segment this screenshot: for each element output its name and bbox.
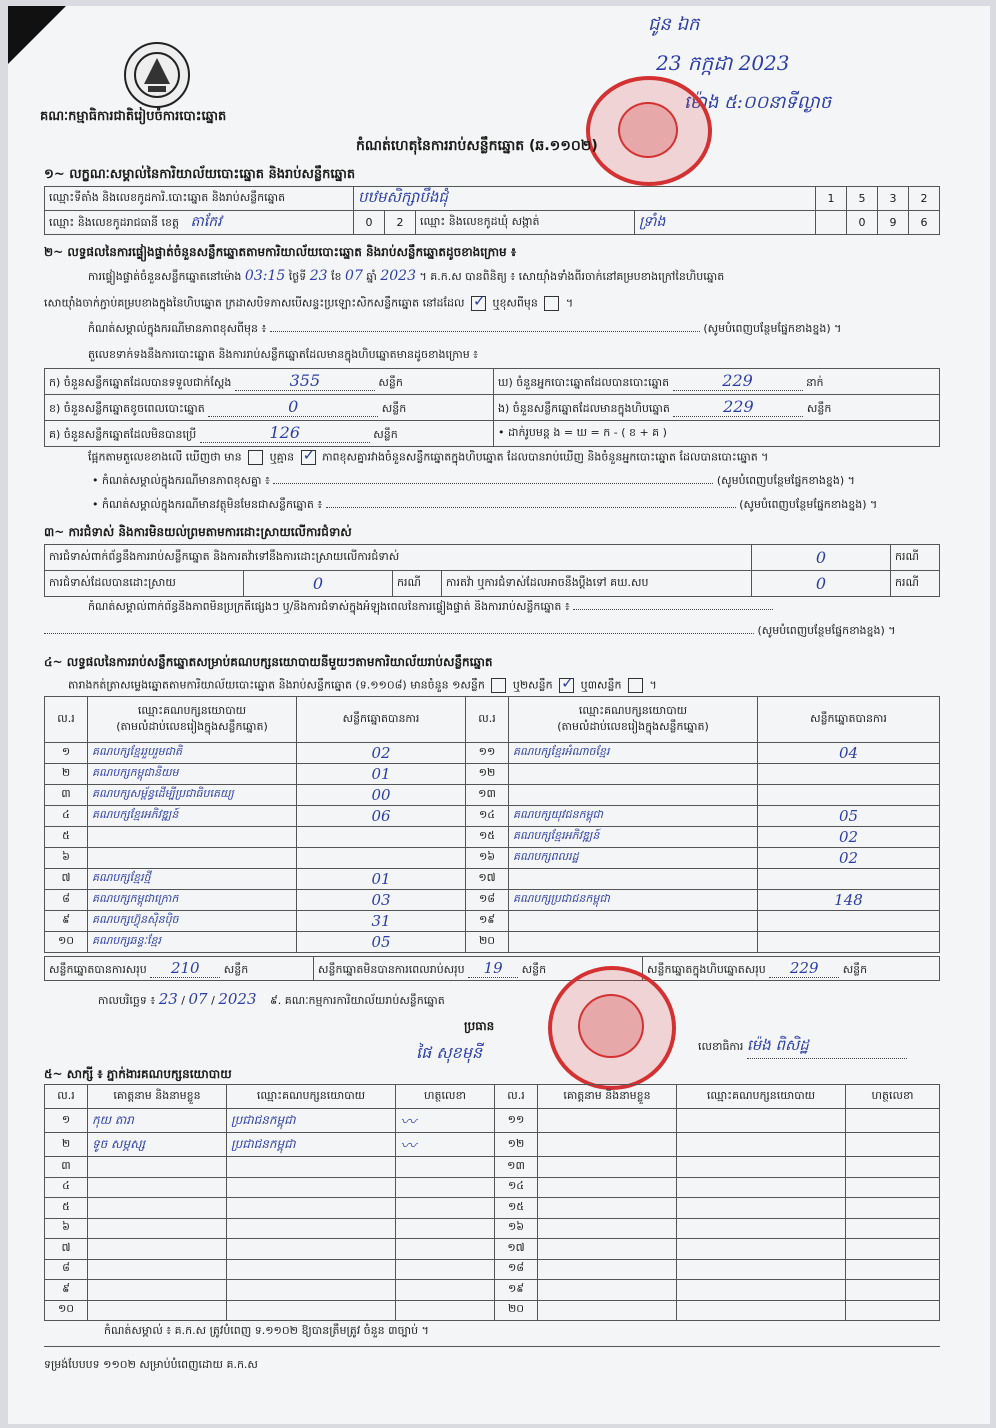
witness-row: [45, 1280, 940, 1301]
table-row: [45, 932, 940, 953]
party-votes: [297, 848, 466, 869]
witness-party: [227, 1259, 396, 1280]
unused-ballots-cell: គ) ចំនួនសន្លឹកឆ្នោតដែលមិនបានប្រើ 126 សន្លឹក: [45, 421, 494, 447]
party-name: [509, 869, 758, 890]
irregularities-note-line2: (សូមបំពេញបន្ថែមផ្នែកខាងខ្នង) ។: [44, 624, 940, 640]
witness-name: [538, 1109, 677, 1133]
witness-no: ២០: [495, 1300, 538, 1321]
appeal-label: ការតវ៉ា ឬការជំទាស់ដែលអាចនឹងប្តឹងទៅ គឃ.សប: [442, 571, 752, 597]
col-no-right: ល.រ: [466, 697, 509, 743]
party-name: គណបក្សខ្មែរអំណាចខ្មែរ: [509, 743, 758, 764]
witness-party: [227, 1218, 396, 1239]
secretary-signature: ម៉េង ពិសិដ្ឋ: [747, 1036, 907, 1059]
witness-no: ៤: [45, 1177, 88, 1198]
unused-ballots-value: 126: [200, 423, 370, 443]
annotation-top: ជូន ឯក: [648, 14, 700, 35]
province-label: ឈ្មោះ និងលេខកូដរាជធានី ខេត្ត: [49, 216, 179, 229]
witness-party: [227, 1177, 396, 1198]
signature-mark-icon: 〰: [400, 1136, 417, 1155]
spoiled-ballots-value: 0: [208, 397, 378, 417]
footnote: កំណត់សម្គាល់ ៖ គ.ក.ស ត្រូវបំពេញ ទ.១១០២ ឱ្យបានត្រឹមត្រូវ ចំនួន ៣ច្បាប់ ។: [104, 1324, 429, 1337]
witness-signature: [396, 1218, 495, 1239]
witness-signature: [396, 1239, 495, 1260]
objection-count-value: 0: [752, 545, 891, 571]
witness-no: ៥: [45, 1198, 88, 1219]
section5-heading: ៥~ សាក្សី ៖ ភ្នាក់ងារគណបក្សនយោបាយ: [44, 1067, 232, 1081]
party-votes: 02: [758, 848, 940, 869]
party-no: ៤: [45, 806, 88, 827]
witness-name: [88, 1300, 227, 1321]
station-code-4: 2: [909, 187, 940, 211]
witness-party: [227, 1280, 396, 1301]
witness-signature: [396, 1109, 495, 1133]
witness-row: [45, 1198, 940, 1219]
witness-no: ១៥: [495, 1198, 538, 1219]
polling-station-value: បឋមសិក្សាបឹងជុំ: [354, 187, 816, 211]
witness-name: [538, 1280, 677, 1301]
unchanged-checkbox[interactable]: ✓: [472, 292, 486, 310]
total-invalid-value: 19: [468, 959, 518, 978]
party-name: គណបក្សខ្មែរអភិវឌ្ឍន៍: [88, 806, 297, 827]
witness-signature: [846, 1300, 940, 1321]
party-votes: 01: [297, 869, 466, 890]
verification-time: 03:15: [244, 268, 286, 284]
figures-intro: តួលេខទាក់ទងនឹងការបោះឆ្នោត និងការរាប់សន្លឹកឆ្នោតដែលមានក្នុងហិបឆ្នោតមានដូចខាងក្រោម ៖: [88, 348, 479, 361]
witness-name: កុយ តារា: [88, 1109, 227, 1133]
witness-signature: [846, 1259, 940, 1280]
party-no: ៥: [45, 827, 88, 848]
witness-signature: [846, 1239, 940, 1260]
two-sheet-checkbox[interactable]: ✓: [561, 674, 574, 692]
three-sheet-checkbox[interactable]: [628, 678, 643, 693]
commune-code-2: 9: [878, 211, 909, 235]
party-name: គណបក្សយុវជនកម្ពុជា: [509, 806, 758, 827]
province-code-2: 2: [385, 211, 416, 235]
party-name: គណបក្សខ្មែរថ្មី: [88, 869, 297, 890]
formula: • ដាក់រូបមន្ត ង = ឃ = ក - ( ខ + គ ): [494, 421, 940, 447]
witness-no: ១៩: [495, 1280, 538, 1301]
party-votes: [758, 785, 940, 806]
table-row: [45, 911, 940, 932]
party-name: គណបក្សកម្ពុជាក្រោក: [88, 890, 297, 911]
station-code-1: 1: [816, 187, 847, 211]
party-no: ៣: [45, 785, 88, 806]
commune-value: ទ្រាំង: [635, 211, 816, 235]
witness-party: [677, 1239, 846, 1260]
resolved-label: ការជំទាស់ដែលបានដោះស្រាយ: [45, 571, 244, 597]
witness-signature: [846, 1218, 940, 1239]
party-votes: [297, 827, 466, 848]
witness-no: ១: [45, 1109, 88, 1133]
witness-party: [677, 1198, 846, 1219]
witness-no: ១០: [45, 1300, 88, 1321]
party-votes: [758, 764, 940, 785]
party-no: ៦: [45, 848, 88, 869]
table-row: [45, 743, 940, 764]
section1-table: [44, 186, 940, 235]
signature-mark-icon: 〰: [400, 1112, 417, 1131]
party-votes: 00: [297, 785, 466, 806]
witness-name: [88, 1177, 227, 1198]
commune-code-3: 6: [909, 211, 940, 235]
official-stamp-bottom: [548, 966, 676, 1090]
party-votes: 02: [297, 743, 466, 764]
chair-title: ប្រធាន: [464, 1019, 495, 1033]
table-row: [45, 869, 940, 890]
witness-name: [88, 1280, 227, 1301]
party-name: គណបក្សហ៊្វុនស៊ិនប៉ិច: [88, 911, 297, 932]
witness-party: [227, 1157, 396, 1178]
party-no: ១៩: [466, 911, 509, 932]
province-cell: [45, 211, 354, 235]
witness-party: [227, 1300, 396, 1321]
witness-no: ១២: [495, 1133, 538, 1157]
no-difference-checkbox[interactable]: ✓: [302, 450, 316, 464]
witness-party: [677, 1280, 846, 1301]
totals-table: [44, 956, 940, 981]
witness-row: [45, 1300, 940, 1321]
party-no: ២០: [466, 932, 509, 953]
party-no: ១០: [45, 932, 88, 953]
spoiled-ballots-cell: ខ) ចំនួនសន្លឹកឆ្នោតខូចពេលបោះឆ្នោត 0 សន្លឹក: [45, 395, 494, 421]
witness-name: [538, 1133, 677, 1157]
party-no: ៧: [45, 869, 88, 890]
witness-party: [677, 1218, 846, 1239]
polling-station-label: ឈ្មោះទីតាំង និងលេខកូដការិ.បោះឆ្នោត និងរាប់សន្លឹកឆ្នោត: [45, 187, 354, 211]
witness-signature: [396, 1280, 495, 1301]
party-no: ១៨: [466, 890, 509, 911]
party-votes: 31: [297, 911, 466, 932]
witness-name: [538, 1218, 677, 1239]
party-no: ២: [45, 764, 88, 785]
total-valid-value: 210: [150, 959, 220, 978]
chair-signature: ផៃ សុខមុនី: [416, 1043, 483, 1062]
section1-heading: ១~ លក្ខណៈសម្គាល់នៃការិយាល័យបោះឆ្នោត និងរាប់សន្លឹកឆ្នោត: [44, 167, 356, 182]
received-ballots-cell: ក) ចំនួនសន្លឹកឆ្នោតដែលបានទទួលជាក់ស្តែង 355 សន្លឹក: [45, 369, 494, 395]
witness-row: [45, 1218, 940, 1239]
objections-table: ការជំទាស់ពាក់ព័ន្ធនឹងការរាប់សន្លឹកឆ្នោត និងការតវ៉ាទៅនឹងការដោះស្រាយលើការជំទាស់ 0 ករណី ការជំទាស់ដែលបានដោះស្រាយ 0 ករណី ការតវ៉ា ឬការជំទាស់ដែលអាចនឹងប្តឹងទៅ គឃ.សប 0 ករណី: [44, 544, 940, 597]
table-row: [45, 848, 940, 869]
party-votes: 01: [297, 764, 466, 785]
province-value: តាកែវ: [190, 214, 222, 230]
witness-name: [88, 1259, 227, 1280]
witness-no: ១៣: [495, 1157, 538, 1178]
section3-heading: ៣~ ការជំទាស់ និងការមិនយល់ព្រមតាមការដោះស្រាយលើការជំទាស់: [44, 525, 352, 539]
witness-signature: [846, 1280, 940, 1301]
party-name: [509, 785, 758, 806]
party-name: គណបក្សកម្ពុជានិយម: [88, 764, 297, 785]
party-votes: 04: [758, 743, 940, 764]
witness-no: ១៤: [495, 1177, 538, 1198]
party-no: ១២: [466, 764, 509, 785]
witness-row: [45, 1259, 940, 1280]
footer-divider: [44, 1346, 940, 1347]
party-votes: 05: [297, 932, 466, 953]
col-votes-left: សន្លឹកឆ្នោតបានការ: [297, 697, 466, 743]
party-name: [509, 932, 758, 953]
resolved-value: 0: [244, 571, 393, 597]
bullet-difference: • កំណត់សម្គាល់ក្នុងករណីមានភាពខុសគ្នា ៖ (សូមបំពេញបន្ថែមផ្នែកខាងខ្នង) ។: [92, 474, 855, 487]
party-no: ១៦: [466, 848, 509, 869]
witness-signature: [396, 1300, 495, 1321]
witness-name: [538, 1198, 677, 1219]
voters-cell: ឃ) ចំនួនអ្នកបោះឆ្នោតដែលបានបោះឆ្នោត 229 នាក់: [494, 369, 940, 395]
party-votes: [758, 869, 940, 890]
commune-code-1: 0: [847, 211, 878, 235]
form-title: កំណត់ហេតុនៃការរាប់សន្លឹកឆ្នោត (ឆ.១១០២): [356, 138, 598, 154]
witness-name: [88, 1218, 227, 1239]
nec-emblem-icon: [124, 42, 190, 108]
witness-signature: [396, 1157, 495, 1178]
signing-date: កាលបរិច្ឆេទ ៖ 23 / 07 / 2023 ៩. គណៈកម្មការការិយាល័យរាប់សន្លឹកឆ្នោត: [98, 990, 445, 1008]
witness-party: [227, 1239, 396, 1260]
party-no: ១៤: [466, 806, 509, 827]
table-row: [45, 827, 940, 848]
witness-party: ប្រជាជនកម្ពុជា: [227, 1109, 396, 1133]
party-votes: 03: [297, 890, 466, 911]
table-row: [45, 785, 940, 806]
col-party-left: ឈ្មោះគណបក្សនយោបាយ (តាមលំដាប់លេខរៀងក្នុងសន្លឹកឆ្នោត): [88, 697, 297, 743]
witness-name: [538, 1300, 677, 1321]
section4-heading: ៤~ លទ្ធផលនៃការរាប់សន្លឹកឆ្នោតសម្រាប់គណបក្សនយោបាយនីមួយៗតាមការិយាល័យរាប់សន្លឹកឆ្នោត: [44, 655, 493, 669]
witness-no: ៧: [45, 1239, 88, 1260]
party-results-table: [44, 696, 940, 953]
witness-party: [227, 1198, 396, 1219]
party-votes: 05: [758, 806, 940, 827]
party-name: [88, 848, 297, 869]
tally-sheet-line: តារាងកត់ត្រាសម្លេងឆ្នោតតាមការិយាល័យបោះឆ្នោត និងរាប់សន្លឹកឆ្នោត (ទ.១១០៨) មានចំនួន ១សន្លឹក ឬ២សន្លឹក ✓ ឬ៣សន្លឹក ។: [68, 674, 657, 692]
party-no: ១៥: [466, 827, 509, 848]
box-ballots-value: 229: [673, 397, 803, 417]
witness-table: ល.រ គោត្តនាម និងនាមខ្លួន ឈ្មោះគណបក្សនយោបាយ ហត្ថលេខា ល.រ គោត្តនាម និងនាមខ្លួន ឈ្មោះគណបក្សនយោបាយ ហត្ថលេខា ១ កុយ តារា ប្រជាជនកម្ពុជា 〰 ១១ ២ ទូច សម្ភស្ស ប្រជាជនកម្ពុជា 〰 ១២ ៣ ១៣ ៤ ១៤ ៥ ១៥ ៦ ១៦ ៧ ១៧ ៨ ១៨ ៩ ១៩ ១០ ២០: [44, 1084, 940, 1321]
total-box-cell: សន្លឹកឆ្នោតក្នុងហិបឆ្នោតសរុប 229 សន្លឹក: [643, 957, 940, 981]
witness-name: [88, 1157, 227, 1178]
station-code-3: 3: [878, 187, 909, 211]
party-no: ៩: [45, 911, 88, 932]
party-votes: [758, 932, 940, 953]
party-votes: 02: [758, 827, 940, 848]
witness-signature: [396, 1177, 495, 1198]
witness-no: ៣: [45, 1157, 88, 1178]
party-votes: 148: [758, 890, 940, 911]
witness-party: [677, 1157, 846, 1178]
witness-party: [677, 1259, 846, 1280]
witness-name: [538, 1177, 677, 1198]
party-no: ១៣: [466, 785, 509, 806]
voters-value: 229: [673, 371, 803, 391]
col-no-left: ល.រ: [45, 697, 88, 743]
secretary-line: លេខាធិការ ម៉េង ពិសិដ្ឋ: [698, 1036, 907, 1059]
witness-row: [45, 1133, 940, 1157]
form-paper: [8, 6, 990, 1424]
party-name: [509, 764, 758, 785]
objection-count-label: ការជំទាស់ពាក់ព័ន្ធនឹងការរាប់សន្លឹកឆ្នោត និងការតវ៉ាទៅនឹងការដោះស្រាយលើការជំទាស់: [45, 545, 752, 571]
witness-no: ១៧: [495, 1239, 538, 1260]
witness-name: [538, 1259, 677, 1280]
witness-no: ៩: [45, 1280, 88, 1301]
has-difference-checkbox[interactable]: [248, 450, 263, 465]
bullet-non-ballot: • កំណត់សម្គាល់ក្នុងករណីមានវត្ថុមិនមែនជាសន្លឹកឆ្នោត ៖ (សូមបំពេញបន្ថែមផ្នែកខាងខ្នង) ។: [92, 498, 878, 511]
appeal-value: 0: [752, 571, 891, 597]
witness-no: ១៦: [495, 1218, 538, 1239]
party-no: ១១: [466, 743, 509, 764]
official-stamp-top: [586, 76, 712, 186]
difference-note-line: កំណត់សម្គាល់ក្នុងករណីមានភាពខុសពីមុន ៖ (សូមបំពេញបន្ថែមផ្នែកខាងខ្នង) ។: [88, 322, 842, 335]
total-box-value: 229: [769, 959, 839, 978]
witness-name: [538, 1157, 677, 1178]
verification-line: ការផ្ទៀងផ្ទាត់ចំនួនសន្លឹកឆ្នោតនៅម៉ោង 03:15 ថ្ងៃទី 23 ខែ 07 ឆ្នាំ 2023 ។ គ.ក.ស បានពិនិត្យ ៖ សោយ៉ាំងទាំងពីរចាក់នៅគម្របខាងក្រៅនៃហិបឆ្នោត: [88, 268, 725, 284]
party-name: គណបក្សប្រជាជនកម្ពុជា: [509, 890, 758, 911]
witness-signature: [846, 1157, 940, 1178]
verification-month: 07: [345, 268, 363, 284]
witness-no: ៦: [45, 1218, 88, 1239]
witness-party: [677, 1177, 846, 1198]
witness-no: ២: [45, 1133, 88, 1157]
annotation-date: 23 កក្កដា 2023: [656, 51, 790, 75]
party-no: ១: [45, 743, 88, 764]
witness-row: [45, 1157, 940, 1178]
witness-row: [45, 1109, 940, 1133]
irregularities-note: កំណត់សម្គាល់ពាក់ព័ន្ធនឹងភាពមិនប្រក្រតីផ្សេងៗ ឬ/និងការជំទាស់ក្នុងអំឡុងពេលនៃការផ្ទៀងផ្ទាត់ និងការរាប់សន្លឹកឆ្នោត ៖: [88, 600, 948, 616]
party-name: គណបក្សខ្មែរអភិវឌ្ឍន៍: [509, 827, 758, 848]
col-votes-right: សន្លឹកឆ្នោតបានការ: [758, 697, 940, 743]
witness-signature: [846, 1109, 940, 1133]
seal-status-line: សោយ៉ាំងចាក់ភ្ជាប់គម្របខាងក្នុងនៃហិបឆ្នោត ក្រដាសបិទភាសបើសន្ទះប្រឡោះសិកសន្លឹកឆ្នោត នៅដដែល ✓ ឬខុសពីមុន ។: [44, 292, 574, 310]
witness-party: ប្រជាជនកម្ពុជា: [227, 1133, 396, 1157]
table-row: [45, 890, 940, 911]
party-no: ១៧: [466, 869, 509, 890]
witness-signature: [846, 1177, 940, 1198]
party-name: គណបក្សពលរដ្ឋ: [509, 848, 758, 869]
table-row: [45, 764, 940, 785]
witness-name: [538, 1239, 677, 1260]
witness-row: [45, 1239, 940, 1260]
province-code-1: 0: [354, 211, 385, 235]
changed-checkbox[interactable]: [544, 296, 559, 311]
party-votes: 06: [297, 806, 466, 827]
party-name: [509, 911, 758, 932]
witness-signature: [846, 1133, 940, 1157]
witness-no: ៨: [45, 1259, 88, 1280]
verification-day: 23: [309, 268, 328, 284]
witness-party: [677, 1300, 846, 1321]
party-votes: [758, 911, 940, 932]
box-ballots-cell: ង) ចំនួនសន្លឹកឆ្នោតដែលមានក្នុងហិបឆ្នោត 229 សន្លឹក: [494, 395, 940, 421]
discrepancy-line: ផ្អែកតាមតួលេខខាងលើ ឃើញថា មាន ឬគ្មាន ✓ ភាពខុសគ្នារវាងចំនួនសន្លឹកឆ្នោតក្នុងហិបឆ្នោត ដែលបានរាប់ឃើញ និងចំនួនអ្នកបោះឆ្នោត ដែលបានបោះឆ្នោត ។: [88, 450, 769, 464]
section2-heading: ២~ លទ្ធផលនៃការផ្ទៀងផ្ទាត់ចំនួនសន្លឹកឆ្នោតតាមការិយាល័យបោះឆ្នោត និងរាប់សន្លឹកឆ្នោតដូចខាងក្រោម ៖: [44, 245, 517, 259]
station-code-2: 5: [847, 187, 878, 211]
one-sheet-checkbox[interactable]: [491, 678, 506, 693]
witness-signature: [396, 1259, 495, 1280]
party-name: គណបក្សខ្មែររួបរួមជាតិ: [88, 743, 297, 764]
witness-signature: [396, 1133, 495, 1157]
commune-label: ឈ្មោះ និងលេខកូដឃុំ សង្កាត់: [416, 211, 635, 235]
table-row: [45, 806, 940, 827]
total-invalid-cell: សន្លឹកឆ្នោតមិនបានការពេលរាប់សរុប 19 សន្លឹក: [314, 957, 643, 981]
org-name: គណៈកម្មាធិការជាតិរៀបចំការបោះឆ្នោត: [40, 109, 227, 124]
witness-no: ១៨: [495, 1259, 538, 1280]
witness-no: ១១: [495, 1109, 538, 1133]
form-footer: ទម្រង់បែបបទ ១១០២ សម្រាប់បំពេញដោយ គ.ក.ស: [44, 1358, 258, 1371]
party-name: គណបក្សឆន្ទៈខ្មែរ: [88, 932, 297, 953]
col-party-right: ឈ្មោះគណបក្សនយោបាយ (តាមលំដាប់លេខរៀងក្នុងសន្លឹកឆ្នោត): [509, 697, 758, 743]
total-valid-cell: សន្លឹកឆ្នោតបានការសរុប 210 សន្លឹក: [45, 957, 314, 981]
party-name: [88, 827, 297, 848]
verification-year: 2023: [380, 268, 416, 284]
witness-party: [677, 1109, 846, 1133]
witness-row: [45, 1177, 940, 1198]
witness-signature: [396, 1198, 495, 1219]
witness-party: [677, 1133, 846, 1157]
figures-table: [44, 368, 940, 447]
annotation-time: ម៉ោង ៥:០០នាទីល្ងាច: [684, 92, 832, 113]
witness-name: [88, 1239, 227, 1260]
received-ballots-value: 355: [235, 371, 375, 391]
party-no: ៨: [45, 890, 88, 911]
party-name: គណបក្សសម្ព័ន្ធដើម្បីប្រជាធិបតេយ្យ: [88, 785, 297, 806]
witness-name: [88, 1198, 227, 1219]
torn-corner: [8, 6, 66, 64]
witness-signature: [846, 1198, 940, 1219]
witness-name: ទូច សម្ភស្ស: [88, 1133, 227, 1157]
